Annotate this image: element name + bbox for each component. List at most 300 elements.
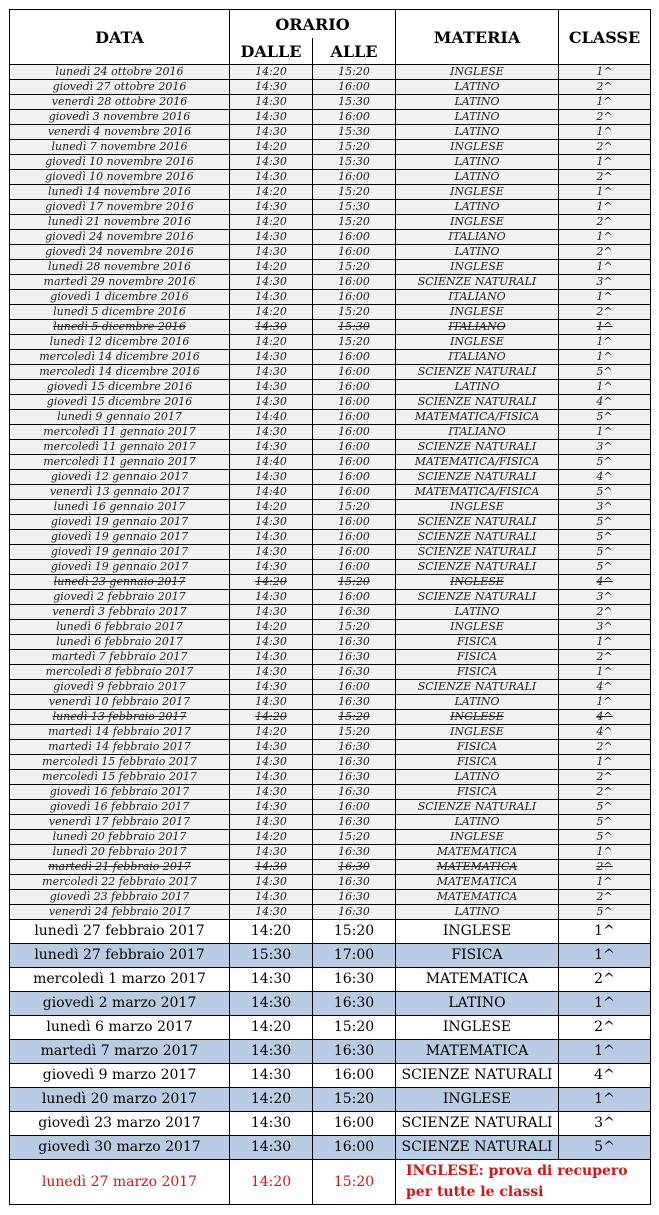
cell-class: 2^	[559, 245, 651, 260]
cell-to: 16:30	[313, 890, 396, 905]
cell-date: giovedì 15 dicembre 2016	[10, 380, 230, 395]
cell-class: 1^	[559, 125, 651, 140]
upcoming-lesson-row	[10, 920, 651, 944]
past-lesson-row	[10, 290, 651, 305]
cell-from: 14:30	[230, 1040, 313, 1064]
cell-to: 16:00	[313, 440, 396, 455]
cell-to: 16:00	[313, 1136, 396, 1160]
cell-from: 14:30	[230, 275, 313, 290]
cell-to: 16:30	[313, 875, 396, 890]
cell-date: venerdì 28 ottobre 2016	[10, 95, 230, 110]
schedule-table	[9, 9, 651, 1205]
cell-from: 14:20	[230, 620, 313, 635]
cell-class: 2^	[559, 968, 651, 992]
cell-from: 14:20	[230, 185, 313, 200]
cell-from: 14:30	[230, 110, 313, 125]
cell-date: giovedì 16 febbraio 2017	[10, 800, 230, 815]
cell-subject: LATINO	[396, 905, 559, 920]
final-note: INGLESE: prova di recupero per tutte le classi	[396, 1160, 651, 1205]
cell-date: lunedì 6 febbraio 2017	[10, 635, 230, 650]
cell-subject: SCIENZE NATURALI	[396, 470, 559, 485]
cell-class: 3^	[559, 590, 651, 605]
cell-subject: FISICA	[396, 665, 559, 680]
cell-date: lunedì 20 febbraio 2017	[10, 830, 230, 845]
cell-from: 14:20	[230, 1088, 313, 1112]
cell-to: 15:20	[313, 710, 396, 725]
past-lesson-row	[10, 770, 651, 785]
cell-from: 14:30	[230, 440, 313, 455]
past-lesson-row	[10, 365, 651, 380]
cell-class: 1^	[559, 425, 651, 440]
cell-from: 14:30	[230, 320, 313, 335]
cell-class: 3^	[559, 1112, 651, 1136]
cell-subject: LATINO	[396, 770, 559, 785]
cell-class: 5^	[559, 455, 651, 470]
cell-subject: SCIENZE NATURALI	[396, 1112, 559, 1136]
cell-class: 2^	[559, 80, 651, 95]
cell-class: 1^	[559, 200, 651, 215]
cell-from: 14:30	[230, 605, 313, 620]
past-lesson-row	[10, 845, 651, 860]
past-lesson-row	[10, 875, 651, 890]
past-lesson-row	[10, 170, 651, 185]
cell-date: giovedì 23 marzo 2017	[10, 1112, 230, 1136]
cell-from: 14:20	[230, 725, 313, 740]
cell-to: 16:00	[313, 590, 396, 605]
cell-class: 5^	[559, 365, 651, 380]
cell-class: 5^	[559, 515, 651, 530]
cell-to: 16:00	[313, 380, 396, 395]
header-dalle: DALLE	[230, 38, 313, 65]
cell-subject: SCIENZE NATURALI	[396, 365, 559, 380]
cell-class: 5^	[559, 530, 651, 545]
cell-to: 15:30	[313, 320, 396, 335]
header-classe: CLASSE	[559, 10, 651, 65]
cell-date: mercoledì 8 febbraio 2017	[10, 665, 230, 680]
cell-from: 14:30	[230, 968, 313, 992]
cell-class: 4^	[559, 680, 651, 695]
cell-date: venerdì 13 gennaio 2017	[10, 485, 230, 500]
cell-to: 16:00	[313, 680, 396, 695]
past-lessons	[10, 65, 651, 920]
cell-from: 14:30	[230, 425, 313, 440]
cell-to: 16:00	[313, 170, 396, 185]
cell-to: 16:00	[313, 455, 396, 470]
cell-class: 5^	[559, 830, 651, 845]
cell-class: 4^	[559, 1064, 651, 1088]
past-lesson-row	[10, 905, 651, 920]
past-lesson-row	[10, 605, 651, 620]
cell-to: 16:30	[313, 665, 396, 680]
cell-date: giovedì 10 novembre 2016	[10, 170, 230, 185]
cell-to: 16:00	[313, 1112, 396, 1136]
final-notice	[10, 1160, 651, 1205]
cell-class: 2^	[559, 110, 651, 125]
cell-class: 1^	[559, 992, 651, 1016]
cell-from: 14:20	[230, 140, 313, 155]
cell-date: lunedì 7 novembre 2016	[10, 140, 230, 155]
cell-subject: ITALIANO	[396, 425, 559, 440]
cell-date: lunedì 28 novembre 2016	[10, 260, 230, 275]
cell-class: 2^	[559, 215, 651, 230]
cell-subject: SCIENZE NATURALI	[396, 545, 559, 560]
cell-date: giovedì 24 novembre 2016	[10, 230, 230, 245]
cell-class: 2^	[559, 1016, 651, 1040]
cell-from: 14:30	[230, 95, 313, 110]
past-lesson-row	[10, 680, 651, 695]
cell-date: martedì 21 febbraio 2017	[10, 860, 230, 875]
cell-subject: FISICA	[396, 755, 559, 770]
upcoming-lesson-row	[10, 1136, 651, 1160]
cell-to: 16:00	[313, 470, 396, 485]
cell-to: 16:00	[313, 230, 396, 245]
upcoming-lesson-row	[10, 944, 651, 968]
cell-to: 15:30	[313, 155, 396, 170]
cell-subject: INGLESE	[396, 620, 559, 635]
cell-class: 2^	[559, 305, 651, 320]
cell-to: 15:20	[313, 575, 396, 590]
cell-class: 4^	[559, 710, 651, 725]
past-lesson-row	[10, 155, 651, 170]
upcoming-lesson-row	[10, 1112, 651, 1136]
cell-class: 1^	[559, 230, 651, 245]
past-lesson-row	[10, 635, 651, 650]
cell-from: 14:30	[230, 170, 313, 185]
upcoming-lesson-row	[10, 992, 651, 1016]
upcoming-lessons	[10, 920, 651, 1160]
cell-subject: INGLESE	[396, 305, 559, 320]
cell-to: 16:30	[313, 695, 396, 710]
cell-from: 14:20	[230, 575, 313, 590]
cell-date: lunedì 27 febbraio 2017	[10, 920, 230, 944]
cell-subject: LATINO	[396, 95, 559, 110]
cell-from: 14:30	[230, 890, 313, 905]
cell-to: 15:20	[313, 920, 396, 944]
header-orario: ORARIO	[230, 10, 396, 39]
cell-date: lunedì 12 dicembre 2016	[10, 335, 230, 350]
cell-to: 16:30	[313, 740, 396, 755]
cell-from: 14:30	[230, 380, 313, 395]
cell-subject: MATEMATICA	[396, 845, 559, 860]
past-lesson-row	[10, 740, 651, 755]
cell-class: 1^	[559, 1088, 651, 1112]
cell-from: 14:30	[230, 230, 313, 245]
cell-date: venerdì 17 febbraio 2017	[10, 815, 230, 830]
cell-date: lunedì 20 marzo 2017	[10, 1088, 230, 1112]
cell-from: 14:30	[230, 785, 313, 800]
cell-to: 16:00	[313, 530, 396, 545]
cell-subject: LATINO	[396, 125, 559, 140]
cell-to: 16:30	[313, 785, 396, 800]
cell-to: 16:30	[313, 992, 396, 1016]
cell-to: 15:30	[313, 125, 396, 140]
cell-date: lunedì 16 gennaio 2017	[10, 500, 230, 515]
cell-class: 1^	[559, 380, 651, 395]
cell-to: 16:00	[313, 395, 396, 410]
cell-to: 16:30	[313, 755, 396, 770]
cell-date: giovedì 27 ottobre 2016	[10, 80, 230, 95]
past-lesson-row	[10, 560, 651, 575]
cell-class: 5^	[559, 800, 651, 815]
cell-date: venerdì 24 febbraio 2017	[10, 905, 230, 920]
final-to: 15:20	[313, 1160, 396, 1205]
cell-subject: LATINO	[396, 815, 559, 830]
cell-subject: LATINO	[396, 80, 559, 95]
cancelled-lesson-row	[10, 710, 651, 725]
past-lesson-row	[10, 245, 651, 260]
cell-class: 4^	[559, 725, 651, 740]
cell-from: 14:30	[230, 125, 313, 140]
cell-date: giovedì 19 gennaio 2017	[10, 560, 230, 575]
cell-date: lunedì 14 novembre 2016	[10, 185, 230, 200]
cell-date: lunedì 27 febbraio 2017	[10, 944, 230, 968]
cell-class: 2^	[559, 890, 651, 905]
cell-to: 16:00	[313, 545, 396, 560]
cell-from: 14:30	[230, 515, 313, 530]
cell-from: 14:30	[230, 815, 313, 830]
cell-date: giovedì 17 novembre 2016	[10, 200, 230, 215]
cell-subject: SCIENZE NATURALI	[396, 680, 559, 695]
cell-to: 15:20	[313, 335, 396, 350]
past-lesson-row	[10, 110, 651, 125]
cell-from: 14:30	[230, 740, 313, 755]
cell-class: 4^	[559, 575, 651, 590]
cell-subject: INGLESE	[396, 65, 559, 80]
cell-from: 14:20	[230, 215, 313, 230]
past-lesson-row	[10, 425, 651, 440]
cell-from: 14:30	[230, 695, 313, 710]
cell-to: 15:20	[313, 305, 396, 320]
cell-class: 1^	[559, 290, 651, 305]
cell-subject: LATINO	[396, 170, 559, 185]
cell-from: 14:40	[230, 455, 313, 470]
cell-class: 1^	[559, 65, 651, 80]
cell-subject: ITALIANO	[396, 320, 559, 335]
cell-from: 14:30	[230, 530, 313, 545]
cell-class: 1^	[559, 320, 651, 335]
cell-subject: SCIENZE NATURALI	[396, 515, 559, 530]
cell-date: giovedì 19 gennaio 2017	[10, 545, 230, 560]
cancelled-lesson-row	[10, 320, 651, 335]
cell-class: 5^	[559, 410, 651, 425]
cell-subject: LATINO	[396, 200, 559, 215]
cell-class: 5^	[559, 1136, 651, 1160]
cell-subject: MATEMATICA	[396, 1040, 559, 1064]
past-lesson-row	[10, 95, 651, 110]
cell-class: 3^	[559, 500, 651, 515]
past-lesson-row	[10, 890, 651, 905]
cell-to: 15:20	[313, 140, 396, 155]
cell-subject: FISICA	[396, 635, 559, 650]
cell-date: mercoledì 14 dicembre 2016	[10, 365, 230, 380]
past-lesson-row	[10, 350, 651, 365]
past-lesson-row	[10, 665, 651, 680]
cell-from: 14:40	[230, 410, 313, 425]
upcoming-lesson-row	[10, 968, 651, 992]
cell-date: lunedì 5 dicembre 2016	[10, 320, 230, 335]
cell-date: giovedì 12 gennaio 2017	[10, 470, 230, 485]
cell-date: venerdì 4 novembre 2016	[10, 125, 230, 140]
cell-subject: SCIENZE NATURALI	[396, 1064, 559, 1088]
cell-subject: INGLESE	[396, 710, 559, 725]
cell-from: 14:20	[230, 830, 313, 845]
past-lesson-row	[10, 65, 651, 80]
cell-from: 14:30	[230, 470, 313, 485]
cell-class: 1^	[559, 845, 651, 860]
upcoming-lesson-row	[10, 1016, 651, 1040]
cell-to: 16:30	[313, 968, 396, 992]
past-lesson-row	[10, 455, 651, 470]
cell-date: giovedì 19 gennaio 2017	[10, 515, 230, 530]
cell-class: 2^	[559, 605, 651, 620]
cell-class: 5^	[559, 815, 651, 830]
cell-to: 15:20	[313, 620, 396, 635]
cell-class: 2^	[559, 785, 651, 800]
cell-date: lunedì 9 gennaio 2017	[10, 410, 230, 425]
cell-subject: INGLESE	[396, 725, 559, 740]
cell-subject: MATEMATICA	[396, 875, 559, 890]
cell-date: mercoledì 11 gennaio 2017	[10, 455, 230, 470]
cell-date: giovedì 2 febbraio 2017	[10, 590, 230, 605]
cell-date: martedì 29 novembre 2016	[10, 275, 230, 290]
cell-subject: FISICA	[396, 785, 559, 800]
past-lesson-row	[10, 515, 651, 530]
cell-from: 14:30	[230, 545, 313, 560]
cell-to: 16:00	[313, 560, 396, 575]
cell-to: 15:20	[313, 215, 396, 230]
past-lesson-row	[10, 335, 651, 350]
cell-from: 14:30	[230, 905, 313, 920]
cell-subject: INGLESE	[396, 500, 559, 515]
past-lesson-row	[10, 800, 651, 815]
cell-date: venerdì 10 febbraio 2017	[10, 695, 230, 710]
cell-date: giovedì 2 marzo 2017	[10, 992, 230, 1016]
cell-subject: INGLESE	[396, 140, 559, 155]
cell-subject: SCIENZE NATURALI	[396, 530, 559, 545]
past-lesson-row	[10, 695, 651, 710]
cell-class: 4^	[559, 395, 651, 410]
cell-from: 14:30	[230, 200, 313, 215]
cell-to: 16:30	[313, 815, 396, 830]
cell-to: 15:20	[313, 185, 396, 200]
cell-class: 5^	[559, 905, 651, 920]
cell-class: 2^	[559, 860, 651, 875]
cell-from: 14:30	[230, 860, 313, 875]
past-lesson-row	[10, 305, 651, 320]
cell-date: venerdì 3 febbraio 2017	[10, 605, 230, 620]
past-lesson-row	[10, 620, 651, 635]
cell-subject: FISICA	[396, 944, 559, 968]
cell-date: martedì 7 febbraio 2017	[10, 650, 230, 665]
cell-subject: FISICA	[396, 650, 559, 665]
cell-from: 14:20	[230, 500, 313, 515]
cell-subject: SCIENZE NATURALI	[396, 800, 559, 815]
cell-subject: MATEMATICA	[396, 968, 559, 992]
upcoming-lesson-row	[10, 1040, 651, 1064]
cell-to: 16:00	[313, 410, 396, 425]
cell-date: mercoledì 14 dicembre 2016	[10, 350, 230, 365]
past-lesson-row	[10, 260, 651, 275]
cell-date: lunedì 6 marzo 2017	[10, 1016, 230, 1040]
cell-subject: INGLESE	[396, 215, 559, 230]
cell-from: 14:30	[230, 635, 313, 650]
cell-from: 14:30	[230, 845, 313, 860]
cell-subject: INGLESE	[396, 1016, 559, 1040]
cell-to: 16:30	[313, 860, 396, 875]
cell-from: 14:30	[230, 1136, 313, 1160]
cell-from: 14:30	[230, 290, 313, 305]
cell-date: lunedì 23 gennaio 2017	[10, 575, 230, 590]
cell-subject: MATEMATICA	[396, 860, 559, 875]
cell-to: 16:00	[313, 1064, 396, 1088]
cell-class: 1^	[559, 95, 651, 110]
past-lesson-row	[10, 275, 651, 290]
cell-date: mercoledì 15 febbraio 2017	[10, 755, 230, 770]
cell-from: 14:30	[230, 680, 313, 695]
cell-class: 1^	[559, 875, 651, 890]
past-lesson-row	[10, 785, 651, 800]
cell-to: 15:20	[313, 725, 396, 740]
cell-subject: INGLESE	[396, 575, 559, 590]
cell-from: 14:20	[230, 260, 313, 275]
cell-to: 16:30	[313, 905, 396, 920]
past-lesson-row	[10, 185, 651, 200]
cell-class: 5^	[559, 545, 651, 560]
cancelled-lesson-row	[10, 575, 651, 590]
past-lesson-row	[10, 755, 651, 770]
cell-date: giovedì 15 dicembre 2016	[10, 395, 230, 410]
cell-from: 14:30	[230, 1064, 313, 1088]
cell-date: lunedì 24 ottobre 2016	[10, 65, 230, 80]
cell-subject: SCIENZE NATURALI	[396, 590, 559, 605]
cell-subject: INGLESE	[396, 830, 559, 845]
cell-from: 14:30	[230, 650, 313, 665]
cell-to: 16:00	[313, 515, 396, 530]
cell-to: 15:20	[313, 1088, 396, 1112]
past-lesson-row	[10, 230, 651, 245]
cell-date: giovedì 16 febbraio 2017	[10, 785, 230, 800]
cell-class: 5^	[559, 485, 651, 500]
cell-class: 1^	[559, 335, 651, 350]
past-lesson-row	[10, 500, 651, 515]
cell-subject: LATINO	[396, 155, 559, 170]
cell-to: 17:00	[313, 944, 396, 968]
cell-from: 14:30	[230, 770, 313, 785]
cell-from: 14:20	[230, 65, 313, 80]
cell-subject: MATEMATICA	[396, 890, 559, 905]
cell-date: giovedì 24 novembre 2016	[10, 245, 230, 260]
cell-date: mercoledì 11 gennaio 2017	[10, 425, 230, 440]
past-lesson-row	[10, 485, 651, 500]
cell-to: 15:30	[313, 200, 396, 215]
cell-to: 16:30	[313, 635, 396, 650]
past-lesson-row	[10, 830, 651, 845]
cancelled-lesson-row	[10, 860, 651, 875]
cell-to: 15:20	[313, 500, 396, 515]
cell-subject: MATEMATICA/FISICA	[396, 410, 559, 425]
past-lesson-row	[10, 215, 651, 230]
cell-to: 15:20	[313, 260, 396, 275]
header-data: DATA	[10, 10, 230, 65]
cell-date: giovedì 30 marzo 2017	[10, 1136, 230, 1160]
cell-to: 15:20	[313, 65, 396, 80]
cell-date: mercoledì 22 febbraio 2017	[10, 875, 230, 890]
cell-to: 16:30	[313, 770, 396, 785]
cell-date: giovedì 10 novembre 2016	[10, 155, 230, 170]
cell-subject: SCIENZE NATURALI	[396, 560, 559, 575]
cell-date: giovedì 3 novembre 2016	[10, 110, 230, 125]
cell-from: 14:30	[230, 755, 313, 770]
